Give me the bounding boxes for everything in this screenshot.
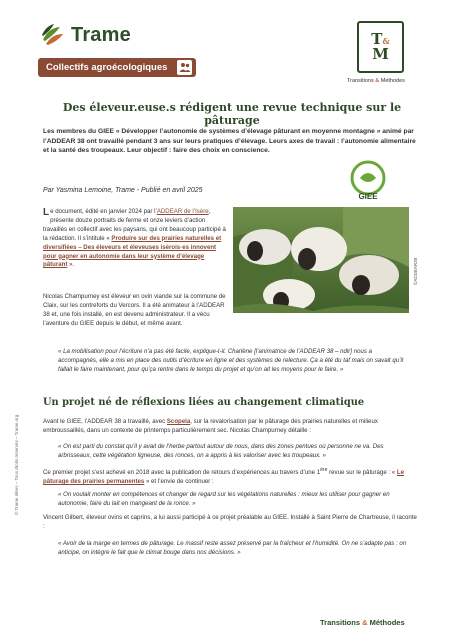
quote-marge: « Avoir de la marge en termes de pâturage. Le massif reste assez préservé par la fraîcheur et l’humidité. On ne s’adapte pas : on anticipe, on intègre le fait que le climat bouge dans nos décisions. » [58, 540, 407, 556]
transitions-methodes-logo[interactable] [357, 21, 404, 73]
paragraph-scopela: Avant le GIEE, l’ADDEAR 38 a travaillé, avec Scopela, sur la revalorisation par le pâturage des prairies naturelles et milieux embroussaillés, dans un contexte de printemps particulièrement sec. Nicolas Champurney détaille : [43, 418, 378, 434]
trame-logo[interactable] [40, 22, 131, 48]
photo-credit: ©ADDEAR38 [413, 257, 418, 285]
quote-competences: « On voulait monter en compétences et changer de regard sur les végétations naturelles : mieux les utiliser pour gagner en autonomie, faire du lait en mangeant de la ronce. » [58, 491, 390, 507]
section-heading: Un projet né de réflexions liées au changement climatique [43, 397, 365, 408]
trame-leaf-icon [40, 22, 66, 48]
tm-logo-label: Transitions & Méthodes [347, 78, 405, 84]
sheep-photo [233, 207, 409, 313]
tm-logo-top: T& [371, 30, 390, 48]
paragraph-nicolas: Nicolas Champurney est éleveur en ovin viande sur la commune de Claix, sur les contreforts du Vercors. Il a été animateur à l’ADDEAR 38 et, une fois installé, en est devenu administrateur. Il a vécu l’aventure du GIEE depuis le début, et même avant. [43, 293, 226, 327]
quote-constat: « On est parti du constat qu’il y avait de l’herbe partout autour de nous, dans des zones pentues où personne ne va. Des arbrisseaux, cette végétation ligneuse, des ronces, on a appris à les valoriser avec les troupeaux. » [58, 443, 384, 459]
section-banner [38, 58, 196, 77]
side-copyright: © Trame Idées – Tous droits réservés – Trame.org [14, 414, 19, 515]
link-paturage-prairies[interactable]: Le pâturage des prairies permanentes [43, 469, 405, 485]
link-addear-isere[interactable]: ADDEAR de l’Isère [156, 208, 209, 215]
quote-mobilisation: « La mobilisation pour l’écriture n’a pas été facile, explique-t-il. Charlène [l’animatrice de l’ADDEAR 38 – ndlr] nous a accompagnés, elle a mis en place des outils d’écriture en ligne et des systèmes de relecture. Ça a été du taf mais on savait qu’il fallait le faire maintenant, pour qu’ça rentre dans le temps du projet et qu’on ait les moyens pour le faire. » [58, 348, 404, 373]
article-title: Des éleveur.euse.s rédigent une revue technique sur le pâturage [62, 101, 402, 127]
paragraph-vincent: Vincent Gilbert, éleveur ovins et caprins, a lui aussi participé à ce projet préalable au GIEE. Installé à Saint Pierre de Chartreuse, il raconte : [43, 514, 417, 530]
paragraph-intro: Le document, édité en janvier 2024 par l’ADDEAR de l’Isère, présente douze portraits de ferme et onze leviers d’action travaillés en collectif avec les paysans, qui ont beaucoup participé à la rédaction. Il s’intitule « Produire sur des prairies naturelles et diversifiées – Des éleveurs et éleveuses isérois·es innovent pour gagner en autonomie dans leur système d’élevage pâturant ». [43, 207, 226, 269]
tm-logo-bottom: M [372, 45, 389, 63]
group-people-icon [177, 60, 192, 75]
byline: Par Yasmina Lemoine, Trame - Publié en avril 2025 [43, 187, 203, 194]
paragraph-premier-projet: Ce premier projet s’est achevé en 2018 avec la publication de retours d’expériences au travers d’une 1ère revue sur le pâturage : « Le pâturage des prairies permanentes » et l’envie de continuer : [43, 467, 405, 485]
giee-label: GIEE [358, 192, 378, 201]
footer-brand: Transitions & Méthodes [320, 618, 405, 627]
link-revue-title[interactable]: Produire sur des prairies naturelles et diversifiées – Des éleveurs et éleveuses isérois·es innovent pour gagner en autonomie dans leur système d’élevage pâturant [43, 234, 222, 269]
dropcap: L [43, 207, 50, 218]
banner-label: Collectifs agroécologiques [46, 62, 168, 73]
link-scopela[interactable]: Scopela [166, 418, 191, 425]
giee-logo [340, 156, 396, 202]
article-lead: Les membres du GIEE « Développer l’autonomie de systèmes d’élevage pâturant en moyenne montagne » animé par l’ADDEAR 38 ont travaillé pendant 3 ans sur leurs pratiques d’élevage. Leurs axes de travail : l’autonomie alimentaire et la santé des troupeaux. Leur objectif : faire des choix en conscience. [43, 128, 416, 155]
brand-name: Trame [71, 23, 131, 46]
